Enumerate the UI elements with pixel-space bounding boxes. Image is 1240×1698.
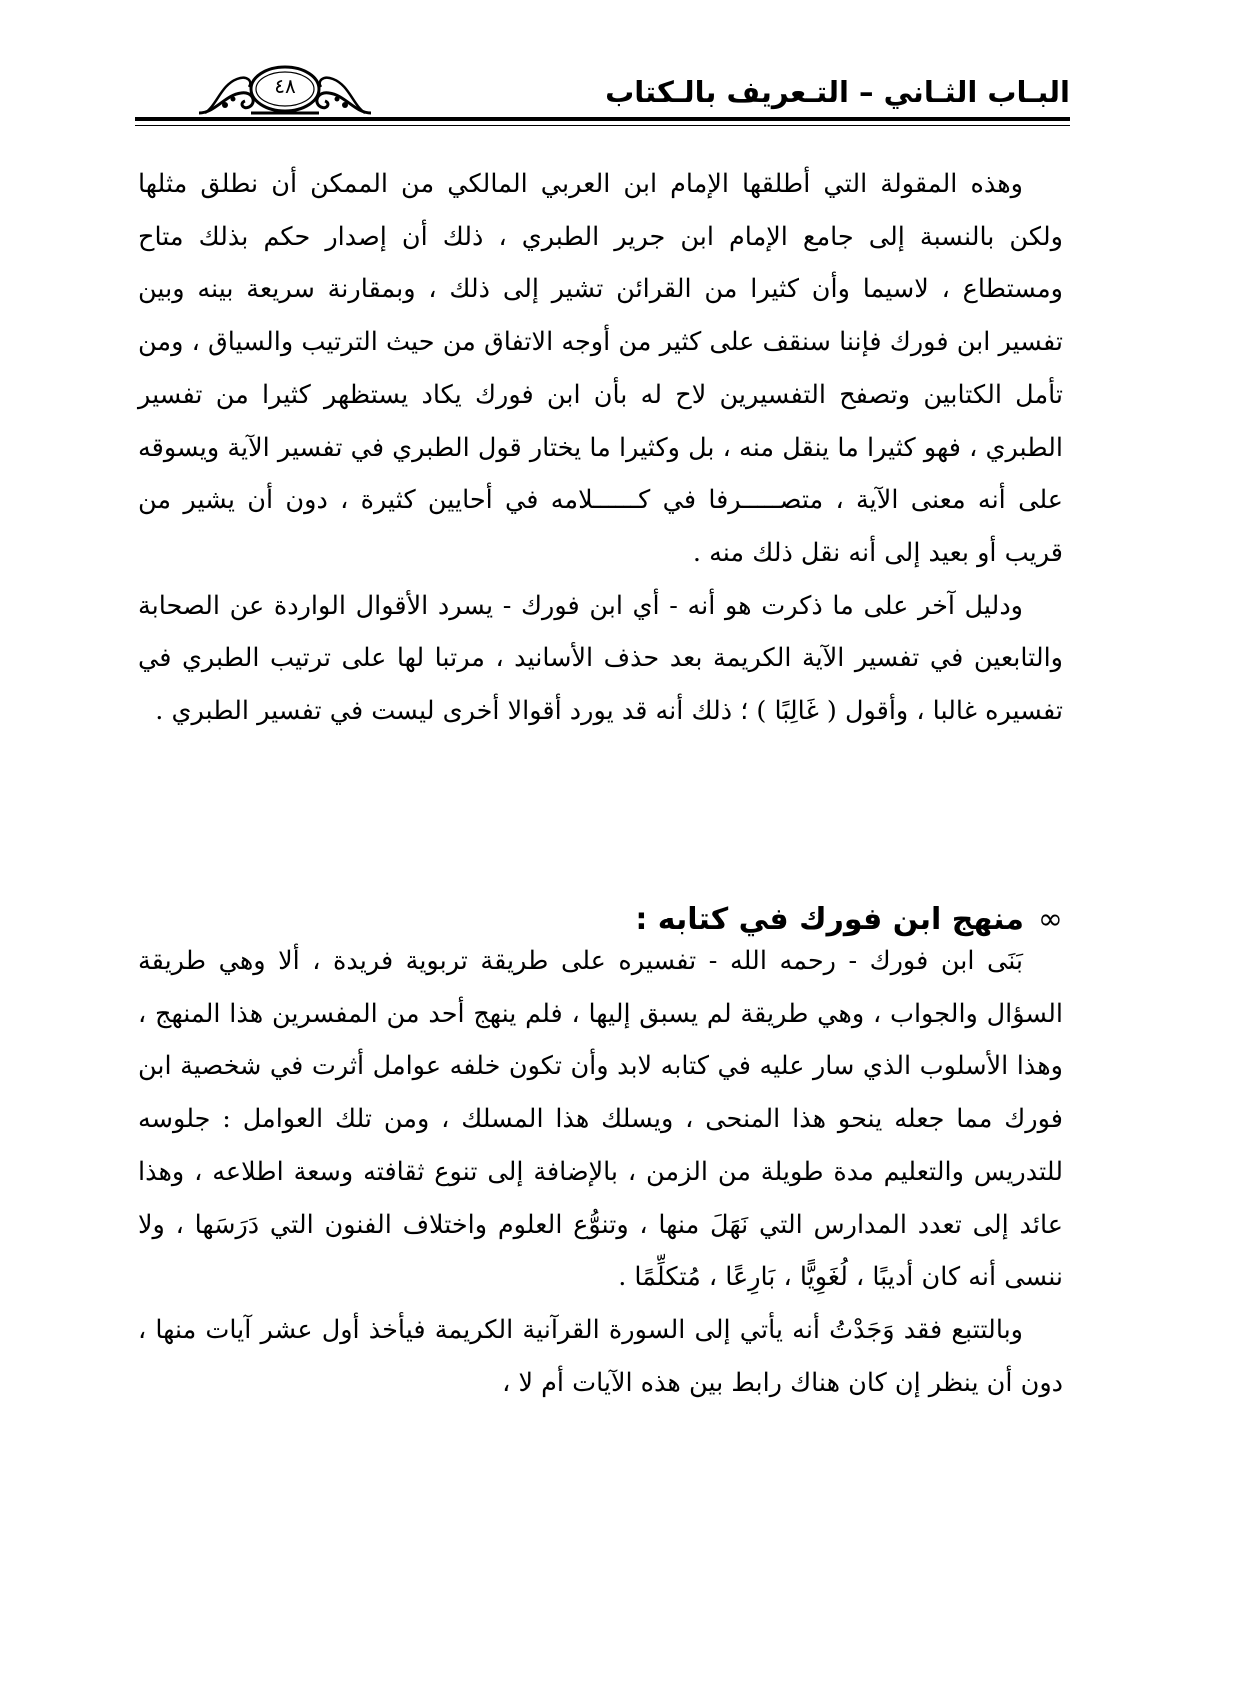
paragraph: وبالتتبع فقد وَجَدْتُ أنه يأتي إلى السورة القرآنية الكريمة فيأخذ أول عشر آيات منها ، دون أن ينظر إن كان هناك رابط بين هذه الآيات أم لا ، <box>138 1314 1063 1398</box>
page-number: ٤٨ <box>274 74 296 98</box>
header-rule-thick <box>135 117 1070 121</box>
chapter-title: البـاب الثـاني – التـعريف بالـكتاب <box>605 75 1070 109</box>
infinity-bullet-icon: ∞ <box>1038 902 1063 937</box>
body-text-block <box>138 158 1063 738</box>
section-heading <box>138 900 1063 940</box>
paragraph: ودليل آخر على ما ذكرت هو أنه - أي ابن فورك - يسرد الأقوال الواردة عن الصحابة والتابعين في تفسير الآية الكريمة بعد حذف الأسانيد ، مرتبا لها على ترتيب الطبري في تفسيره غالبا ، وأقول ( غَالِبًا ) ؛ ذلك أنه قد يورد أقوالا أخرى ليست في تفسير الطبري . <box>138 590 1063 727</box>
page-header <box>135 55 1070 135</box>
header-rule-thin <box>135 125 1070 126</box>
paragraph: بَنَى ابن فورك - رحمه الله - تفسيره على طريقة تربوية فريدة ، ألا وهي طريقة السؤال والجواب ، وهي طريقة لم يسبق إليها ، فلم ينهج أحد من المفسرين هذا المنهج ، وهذا الأسلوب الذي سار عليه في كتابه لابد وأن تكون خلفه عوامل أثرت في شخصية ابن فورك مما جعله ينحو هذا المنحى ، ويسلك هذا المسلك ، ومن تلك العوامل : جلوسه للتدريس والتعليم مدة طويلة من الزمن ، بالإضافة إلى تنوع ثقافته وسعة اطلاعه ، وهذا عائد إلى تعدد المدارس التي نَهَلَ منها ، وتنوُّع العلوم واختلاف الفنون التي دَرَسَها ، ولا ننسى أنه كان أديبًا ، لُغَوِيًّا ، بَارِعًا ، مُتكلِّمًا . <box>138 946 1063 1293</box>
paragraph: وهذه المقولة التي أطلقها الإمام ابن العربي المالكي من الممكن أن نطلق مثلها ولكن بالنسبة إلى جامع الإمام ابن جرير الطبري ، ذلك أن إصدار حكم بذلك متاح ومستطاع ، لاسيما وأن كثيرا من القرائن تشير إلى ذلك ، وبمقارنة سريعة بينه وبين تفسير ابن فورك فإننا سنقف على كثير من أوجه الاتفاق من حيث الترتيب والسياق ، ومن تأمل الكتابين وتصفح التفسيرين لاح له بأن ابن فورك يكاد يستظهر كثيرا من تفسير الطبري ، فهو كثيرا ما ينقل منه ، بل وكثيرا ما يختار قول الطبري في تفسير الآية ويسوقه على أنه معنى الآية ، متصـــــرفا في كــــــلامه في أحايين كثيرة ، دون أن يشير من قريب أو بعيد إلى أنه نقل ذلك منه . <box>138 169 1063 568</box>
section-heading-text: منهج ابن فورك في كتابه : <box>635 902 1024 937</box>
page-number-ornament <box>195 55 375 117</box>
section-body-text <box>138 935 1063 1409</box>
